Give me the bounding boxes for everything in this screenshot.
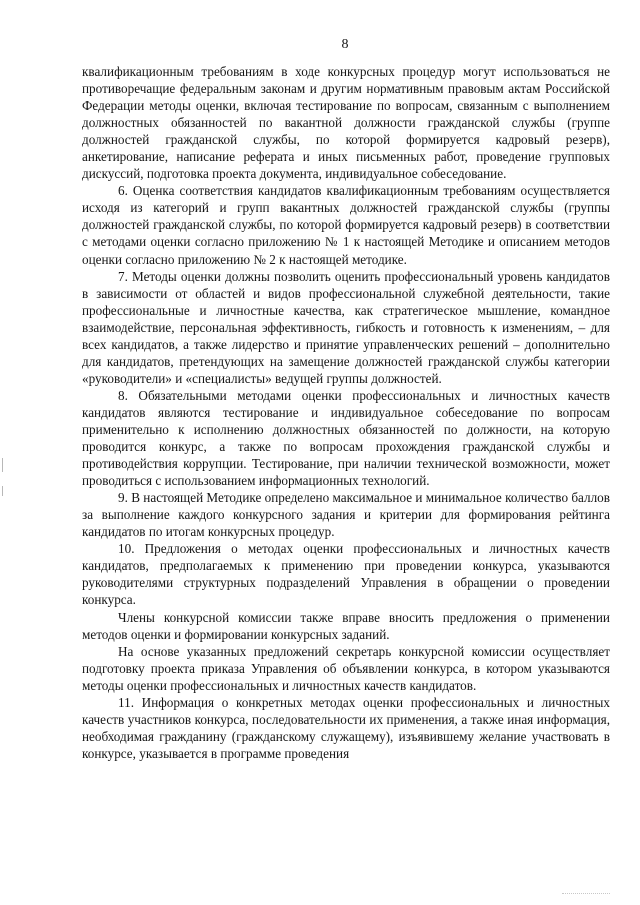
scan-artifact: [562, 893, 610, 895]
paragraph-secretary: На основе указанных предложений секретарь конкурсной комиссии осуществляет подготовку проекта приказа Управления об объявлении конкурса, в котором указываются методы оценки профессиональных и личностных качеств кандидатов.: [82, 643, 610, 693]
paragraph-continuation: квалификационным требованиям в ходе конкурсных процедур могут использоваться не противоречащие федеральным законам и другим нормативным правовым актам Российской Федерации методы оценки, включая тестирование по вопросам, связанным с выполнением должностных обязанностей по вакантной должности гражданской службы (группе должностей гражданской службы, по которой формируется кадровый резерв), анкетирование, написание реферата и иных письменных работ, проведение групповых дискуссий, подготовка проекта документа, индивидуальное собеседование.: [82, 64, 610, 182]
scan-margin-mark: [2, 486, 3, 496]
paragraph-9: 9. В настоящей Методике определено максимальное и минимальное количество баллов за выполнение каждого конкурсного задания и критерии для формирования рейтинга кандидатов по итогам конкурсных процедур.: [82, 490, 610, 540]
scan-margin-mark: [2, 458, 3, 472]
paragraph-11: 11. Информация о конкретных методах оценки профессиональных и личностных качеств участников конкурса, последовательности их применения, а также иная информация, необходимая гражданину (гражданскому служащему), изъявившему желание участвовать в конкурсе, указывается в программе проведения: [82, 694, 610, 761]
paragraph-7: 7. Методы оценки должны позволить оценить профессиональный уровень кандидатов в зависимости от областей и видов профессиональной служебной деятельности, такие профессиональные и личностные качества, как стратегическое мышление, командное взаимодействие, персональная эффективность, гибкость и готовность к изменениям, – для всех кандидатов, а также лидерство и принятие управленческих решений – дополнительно для кандидатов, претендующих на замещение должностей гражданской службы категории «руководители» и «специалисты» ведущей группы должностей.: [82, 268, 610, 386]
paragraph-8: 8. Обязательными методами оценки профессиональных и личностных качеств кандидатов являются тестирование и индивидуальное собеседование по вопросам применительно к исполнению должностных обязанностей по должности, на которую проводится конкурс, а также по вопросам прохождения гражданской службы и противодействия коррупции. Тестирование, при наличии технической возможности, может проводиться с использованием информационных технологий.: [82, 387, 610, 489]
document-body: [82, 63, 610, 762]
page-number: 8: [341, 37, 349, 52]
paragraph-commission-members: Члены конкурсной комиссии также вправе вносить предложения о применении методов оценки и формировании конкурсных заданий.: [82, 609, 610, 642]
paragraph-10: 10. Предложения о методах оценки профессиональных и личностных качеств кандидатов, предполагаемых к применению при проведении конкурса, указываются руководителями структурных подразделений Управления в обращении о проведении конкурса.: [82, 541, 610, 608]
paragraph-6: 6. Оценка соответствия кандидатов квалификационным требованиям осуществляется исходя из категорий и групп вакантных должностей гражданской службы (группы должностей гражданской службы, по которой формируется кадровый резерв) в соответствии с методами оценки согласно приложению № 1 к настоящей Методике и описанием методов оценки согласно приложению № 2 к настоящей методике.: [82, 183, 610, 267]
